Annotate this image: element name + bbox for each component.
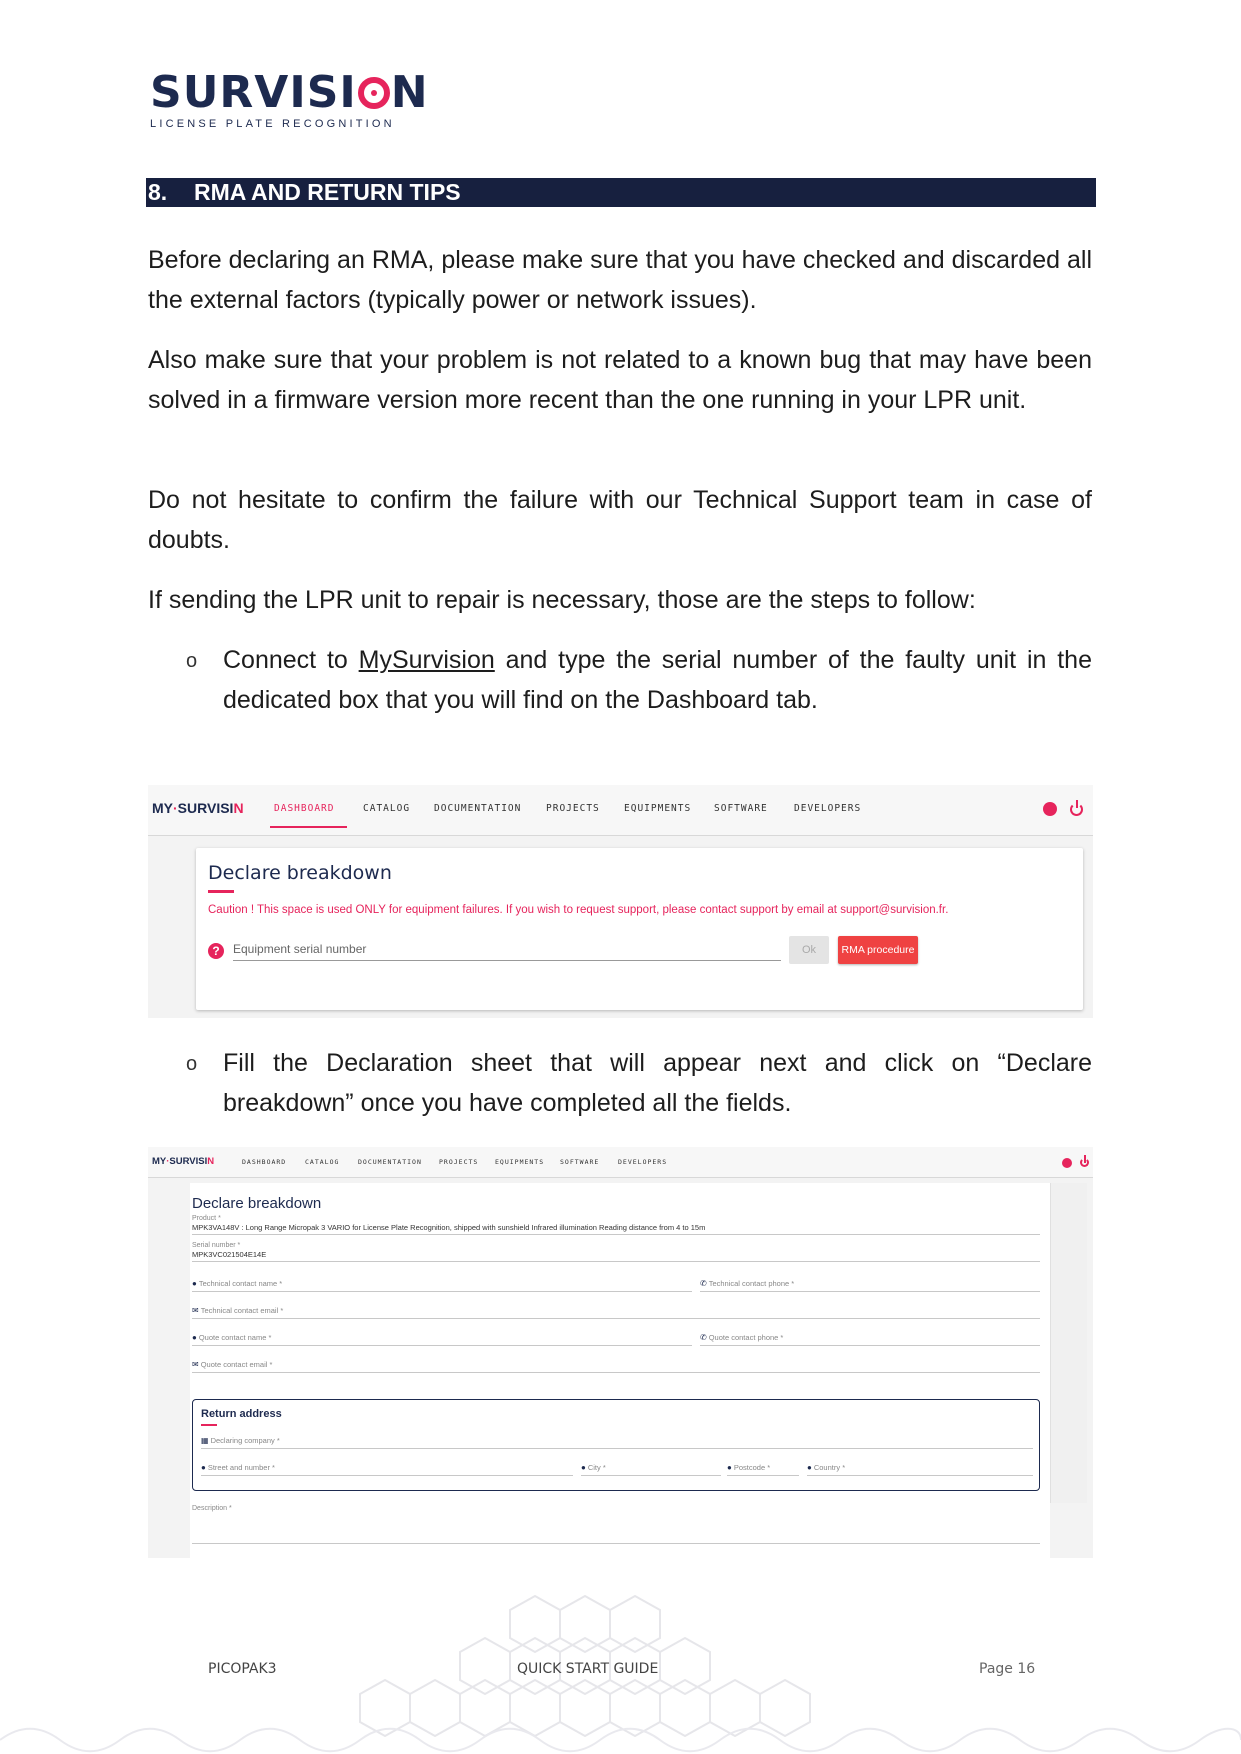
field-underline	[700, 1291, 1040, 1292]
section-title: RMA AND RETURN TIPS	[194, 179, 461, 205]
top-nav	[148, 785, 1093, 836]
logo-tagline: LICENSE PLATE RECOGNITION	[150, 118, 395, 130]
nav-software[interactable]: SOFTWARE	[714, 803, 768, 814]
app-brand: MY·SURVISIN	[152, 800, 244, 816]
mail-icon: ✉	[192, 1306, 199, 1315]
nav-projects[interactable]: PROJECTS	[439, 1158, 479, 1166]
field-underline	[192, 1261, 1040, 1262]
quote-contact-name-field[interactable]: ● Quote contact name *	[192, 1333, 272, 1342]
mail-icon: ✉	[192, 1360, 199, 1369]
phone-icon: ✆	[700, 1279, 707, 1288]
quote-contact-phone-field[interactable]: ✆ Quote contact phone *	[700, 1333, 784, 1342]
bullet-marker: o	[186, 1053, 198, 1075]
field-underline	[192, 1345, 692, 1346]
product-label: Product *	[192, 1215, 221, 1222]
location-pin-icon: ●	[201, 1463, 206, 1472]
app-brand: MY·SURVISIN	[152, 1156, 215, 1167]
declaration-form	[190, 1183, 1050, 1558]
return-address-title: Return address	[201, 1408, 282, 1420]
quote-contact-email-field[interactable]: ✉ Quote contact email *	[192, 1360, 273, 1369]
field-underline	[192, 1318, 1040, 1319]
declaration-sheet-screenshot	[148, 1147, 1093, 1558]
serial-field[interactable]: MPK3VC021504E14E	[192, 1250, 267, 1259]
section-heading	[146, 178, 1096, 207]
form-title: Declare breakdown	[192, 1195, 322, 1212]
footer-product: PICOPAK3	[208, 1661, 277, 1677]
footer-page-number: Page 16	[979, 1661, 1036, 1677]
active-tab-indicator	[270, 826, 347, 828]
field-underline	[201, 1448, 1033, 1449]
card-title: Declare breakdown	[208, 862, 392, 884]
paragraph: If sending the LPR unit to repair is necessary, those are the steps to follow:	[148, 586, 976, 614]
paragraph: Do not hesitate to confirm the failure with our Technical Support team in case of doubts.	[148, 486, 1092, 554]
description-field[interactable]: Description *	[192, 1505, 232, 1512]
product-field[interactable]: MPK3VA148V : Long Range Micropak 3 VARIO for License Plate Recognition, shipped with sunshield Infrared illumination Reading distance from 4 to 15m	[192, 1223, 706, 1232]
location-pin-icon: ●	[581, 1463, 586, 1472]
country-field[interactable]: ● Country *	[807, 1463, 846, 1472]
street-field[interactable]: ● Street and number *	[201, 1463, 275, 1472]
nav-equipments[interactable]: EQUIPMENTS	[624, 803, 692, 814]
power-icon[interactable]	[1070, 803, 1083, 816]
help-icon[interactable]: ?	[208, 943, 224, 959]
field-underline	[807, 1475, 1033, 1476]
person-icon: ●	[192, 1333, 197, 1342]
nav-documentation[interactable]: DOCUMENTATION	[434, 803, 522, 814]
top-nav	[148, 1147, 1093, 1178]
technical-contact-phone-field[interactable]: ✆ Technical contact phone *	[700, 1279, 795, 1288]
nav-projects[interactable]: PROJECTS	[546, 803, 600, 814]
serial-number-input[interactable]: Equipment serial number	[233, 938, 781, 961]
mysurvision-link[interactable]: MySurvision	[358, 646, 495, 674]
caution-text: Caution ! This space is used ONLY for equipment failures. If you wish to request support, please contact support by email at support@survision.fr.	[208, 904, 949, 916]
paragraph: Before declaring an RMA, please make sure that you have checked and discarded all the external factors (typically power or network issues).	[148, 246, 1092, 314]
declaring-company-field[interactable]: ▦ Declaring company *	[201, 1436, 280, 1445]
nav-equipments[interactable]: EQUIPMENTS	[495, 1158, 545, 1166]
account-circle-icon[interactable]	[1062, 1158, 1072, 1168]
bullet-marker: o	[186, 650, 198, 672]
rma-procedure-button[interactable]: RMA procedure	[838, 936, 918, 964]
ok-button[interactable]: Ok	[789, 936, 829, 964]
building-icon: ▦	[201, 1436, 209, 1445]
section-number: 8.	[148, 179, 168, 205]
nav-documentation[interactable]: DOCUMENTATION	[358, 1158, 422, 1166]
account-circle-icon[interactable]	[1043, 802, 1057, 816]
phone-icon: ✆	[700, 1333, 707, 1342]
step-2-text: Fill the Declaration sheet that will appear next and click on “Declare breakdown” once you have completed all the fields.	[223, 1049, 1092, 1117]
nav-dashboard[interactable]: DASHBOARD	[242, 1158, 287, 1166]
nav-catalog[interactable]: CATALOG	[305, 1158, 340, 1166]
nav-catalog[interactable]: CATALOG	[363, 803, 411, 814]
logo-wordmark: SURVISI N	[150, 67, 429, 118]
sidebar-panel	[1050, 1183, 1087, 1503]
field-underline	[192, 1234, 1040, 1235]
nav-developers[interactable]: DEVELOPERS	[618, 1158, 668, 1166]
nav-developers[interactable]: DEVELOPERS	[794, 803, 862, 814]
footer-doc-title: QUICK START GUIDE	[517, 1661, 659, 1677]
postcode-field[interactable]: ● Postcode *	[727, 1463, 771, 1472]
field-underline	[700, 1345, 1040, 1346]
power-icon[interactable]	[1080, 1158, 1089, 1167]
field-underline	[192, 1372, 1040, 1373]
field-underline	[581, 1475, 721, 1476]
serial-label: Serial number *	[192, 1242, 241, 1249]
location-pin-icon: ●	[807, 1463, 812, 1472]
logo-eye-icon	[358, 77, 390, 109]
declare-breakdown-card	[196, 848, 1083, 1010]
person-icon: ●	[192, 1279, 197, 1288]
title-underline	[208, 890, 234, 893]
step-1-text: Connect to MySurvision and type the serial number of the faulty unit in the dedicated box that you will find on the Dashboard tab.	[223, 646, 1092, 714]
return-address-group	[192, 1399, 1040, 1491]
technical-contact-name-field[interactable]: ● Technical contact name *	[192, 1279, 283, 1288]
survision-logo	[150, 67, 429, 130]
nav-software[interactable]: SOFTWARE	[560, 1158, 600, 1166]
paragraph: Also make sure that your problem is not related to a known bug that may have been solved in a firmware version more recent than the one running in your LPR unit.	[148, 346, 1092, 414]
location-pin-icon: ●	[727, 1463, 732, 1472]
field-underline	[727, 1475, 799, 1476]
dashboard-screenshot	[148, 785, 1093, 1018]
title-underline	[201, 1424, 217, 1426]
nav-dashboard[interactable]: DASHBOARD	[274, 803, 335, 814]
field-underline	[192, 1543, 1040, 1544]
technical-contact-email-field[interactable]: ✉ Technical contact email *	[192, 1306, 284, 1315]
field-underline	[192, 1291, 692, 1292]
city-field[interactable]: ● City *	[581, 1463, 606, 1472]
field-underline	[201, 1475, 573, 1476]
